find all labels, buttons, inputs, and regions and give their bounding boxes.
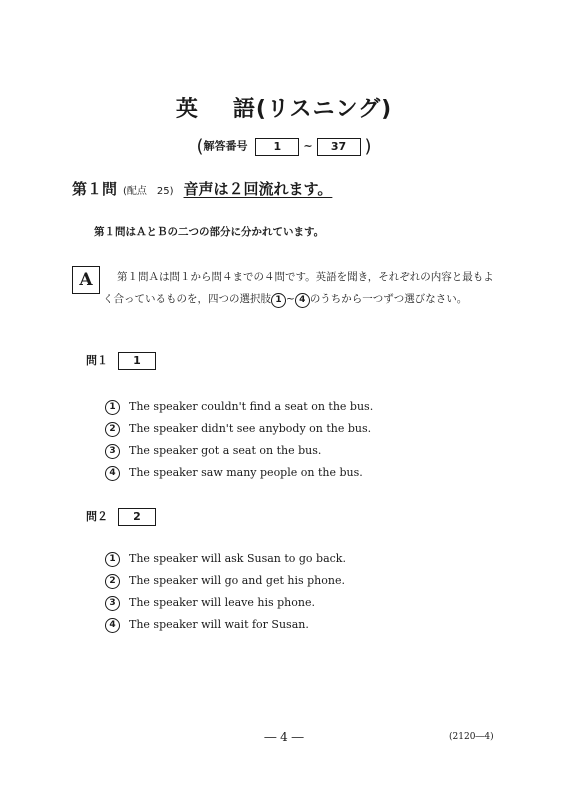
section-a-label: A [72, 266, 100, 294]
page-number: ― 4 ― [264, 730, 304, 744]
q1-answer-box: 1 [118, 352, 156, 370]
q1-option-3 [105, 440, 373, 462]
q1-option-4 [105, 462, 373, 484]
q2-option-3 [105, 592, 346, 614]
circled-1-icon: 1 [271, 293, 286, 308]
circled-number-icon: 3 [105, 444, 120, 459]
answer-range-sep: ~ [303, 139, 313, 153]
instr-tilde: ~ [286, 293, 295, 305]
page-title [0, 92, 568, 123]
q2-answer-box: 2 [118, 508, 156, 526]
option-text: The speaker got a seat on the bus. [129, 444, 322, 457]
instr-text-1: 第１問Ａは問１から問４までの４問です。英語を聞き，それぞれの内容と最もよく合っているものを，四つの選択肢 [103, 271, 494, 305]
circled-number-icon: 4 [105, 618, 120, 633]
answer-range: (解答番号 1 ~ 37 ) [196, 136, 372, 157]
question1-note: 音声は２回流れます。 [183, 180, 333, 198]
title-left: 英 [175, 97, 199, 122]
title-right: 語(リスニング) [232, 97, 393, 122]
question1-title: 第１問 [72, 180, 118, 198]
answer-range-to: 37 [317, 138, 361, 156]
circled-number-icon: 2 [105, 574, 120, 589]
instr-text-2: のうちから一つずつ選びなさい。 [309, 293, 468, 305]
answer-range-label: 解答番号 [203, 139, 248, 153]
section-a-instructions [103, 266, 503, 310]
q1-option-2 [105, 418, 373, 440]
circled-number-icon: 1 [105, 552, 120, 567]
circled-number-icon: 4 [105, 466, 120, 481]
q2-label [86, 508, 156, 526]
q2-options [105, 548, 346, 636]
option-text: The speaker will go and get his phone. [129, 574, 345, 587]
option-text: The speaker will ask Susan to go back. [129, 552, 346, 565]
circled-4-icon: 4 [295, 293, 310, 308]
question1-heading [72, 178, 332, 199]
circled-number-icon: 2 [105, 422, 120, 437]
q2-number: 問２ [86, 510, 108, 523]
q1-label [86, 352, 156, 370]
q2-option-1 [105, 548, 346, 570]
q2-option-2 [105, 570, 346, 592]
option-text: The speaker saw many people on the bus. [129, 466, 363, 479]
question1-points: (配点 25) [123, 186, 174, 197]
page-code: (2120―4) [449, 732, 494, 742]
option-text: The speaker will leave his phone. [129, 596, 315, 609]
circled-number-icon: 3 [105, 596, 120, 611]
q1-number: 問１ [86, 354, 108, 367]
q1-options [105, 396, 373, 484]
q1-option-1 [105, 396, 373, 418]
circled-number-icon: 1 [105, 400, 120, 415]
question1-intro: 第１問はＡとＢの二つの部分に分かれています。 [94, 226, 325, 238]
q2-option-4 [105, 614, 346, 636]
option-text: The speaker didn't see anybody on the bus. [129, 422, 372, 435]
option-text: The speaker couldn't find a seat on the bus. [129, 400, 374, 413]
option-text: The speaker will wait for Susan. [129, 618, 309, 631]
answer-range-from: 1 [255, 138, 299, 156]
